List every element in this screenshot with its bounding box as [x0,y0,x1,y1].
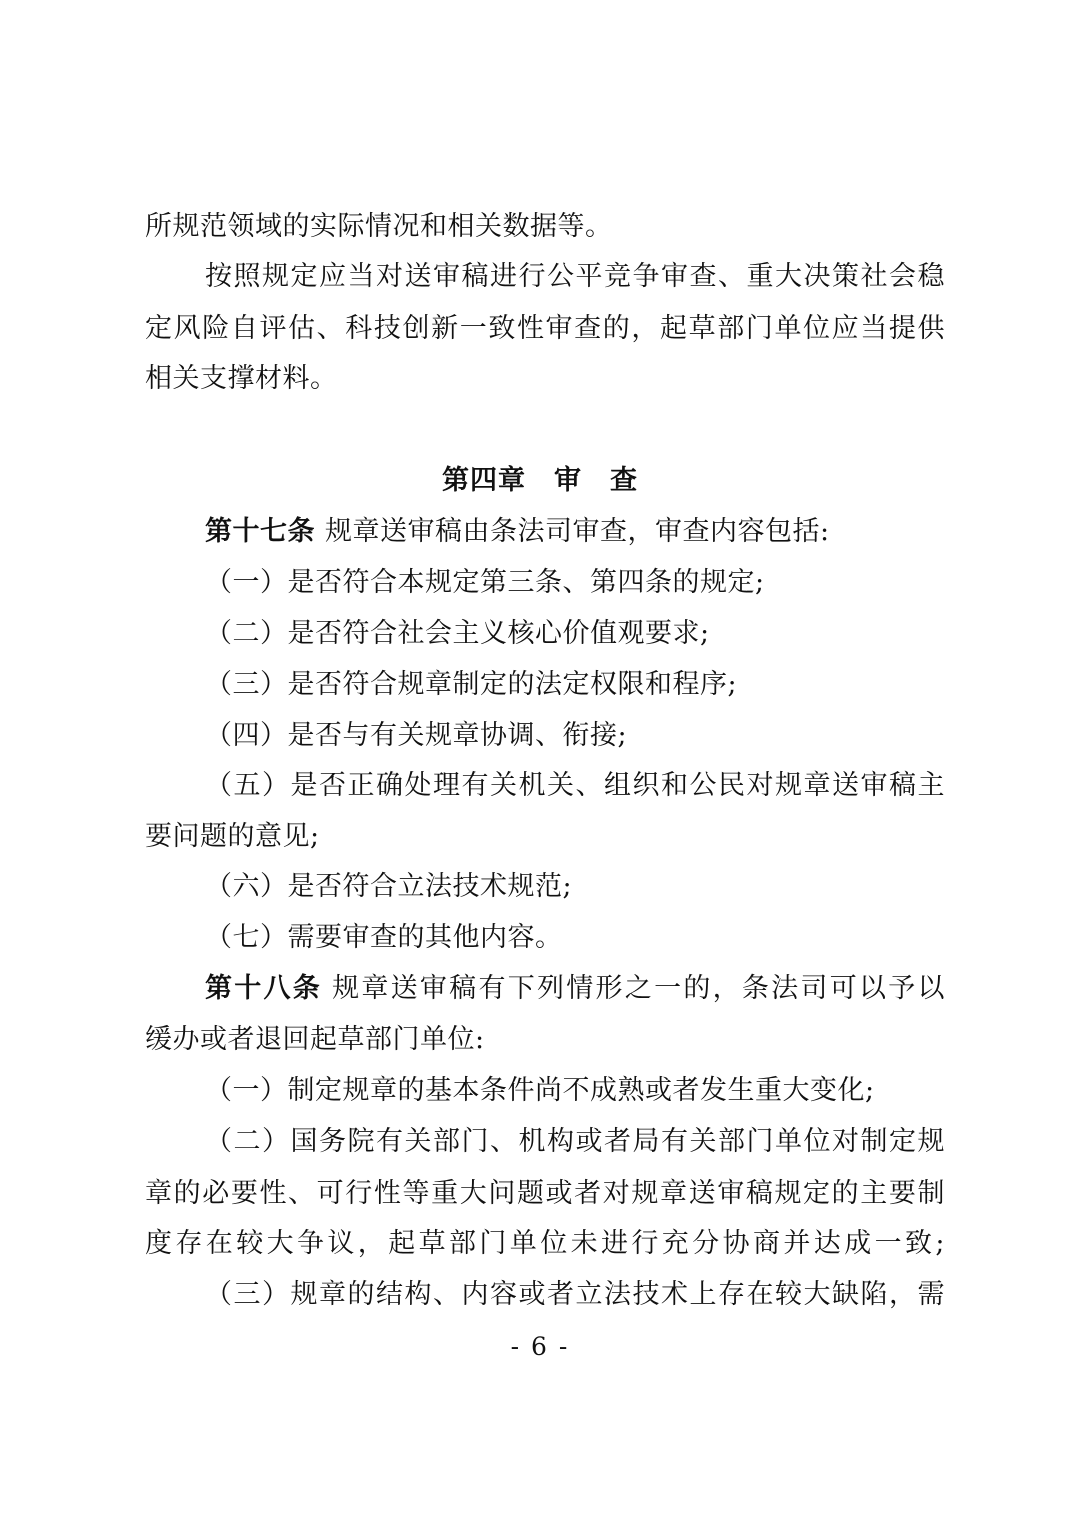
list-item: （一）是否符合本规定第三条、第四条的规定; [205,567,765,598]
article-17-header [205,514,945,550]
list-item: （六）是否符合立法技术规范; [205,871,573,902]
list-item: （三）是否符合规章制定的法定权限和程序; [205,669,738,700]
paragraph-line: 定风险自评估、科技创新一致性审查的，起草部门单位应当提供 [145,313,945,344]
list-item: （一）制定规章的基本条件尚不成熟或者发生重大变化; [205,1075,875,1106]
chapter-title-word: 查 [610,465,638,496]
page-number: - 6 - [510,1332,570,1361]
paragraph-line: 相关支撑材料。 [145,363,338,394]
list-item-continuation: 章的必要性、可行性等重大问题或者对规章送审稿规定的主要制 [145,1178,945,1209]
paragraph-line: 按照规定应当对送审稿进行公平竞争审查、重大决策社会稳 [205,261,945,292]
chapter-heading [0,463,1080,499]
article-label: 第十八条 [205,973,323,1004]
list-item: （二）国务院有关部门、机构或者局有关部门单位对制定规 [205,1126,945,1157]
list-item-continuation: 度存在较大争议，起草部门单位未进行充分协商并达成一致; [145,1228,945,1259]
list-item-continuation: 要问题的意见; [145,821,320,852]
article-label: 第十七条 [205,516,315,547]
article-text: 规章送审稿有下列情形之一的，条法司可以予以 [332,973,946,1004]
list-item: （二）是否符合社会主义核心价值观要求; [205,618,710,649]
article-text: 规章送审稿由条法司审查，审查内容包括: [325,516,830,547]
paragraph-line: 所规范领域的实际情况和相关数据等。 [145,211,613,242]
list-item: （三）规章的结构、内容或者立法技术上存在较大缺陷，需 [205,1279,945,1310]
list-item: （七）需要审查的其他内容。 [205,922,563,953]
article-18-header [205,971,945,1007]
list-item: （四）是否与有关规章协调、衔接; [205,720,628,751]
list-item: （五）是否正确处理有关机关、组织和公民对规章送审稿主 [205,770,945,801]
chapter-title-word: 审 [554,465,582,496]
paragraph-line: 缓办或者退回起草部门单位: [145,1024,485,1055]
chapter-title-number: 第四章 [442,465,526,496]
